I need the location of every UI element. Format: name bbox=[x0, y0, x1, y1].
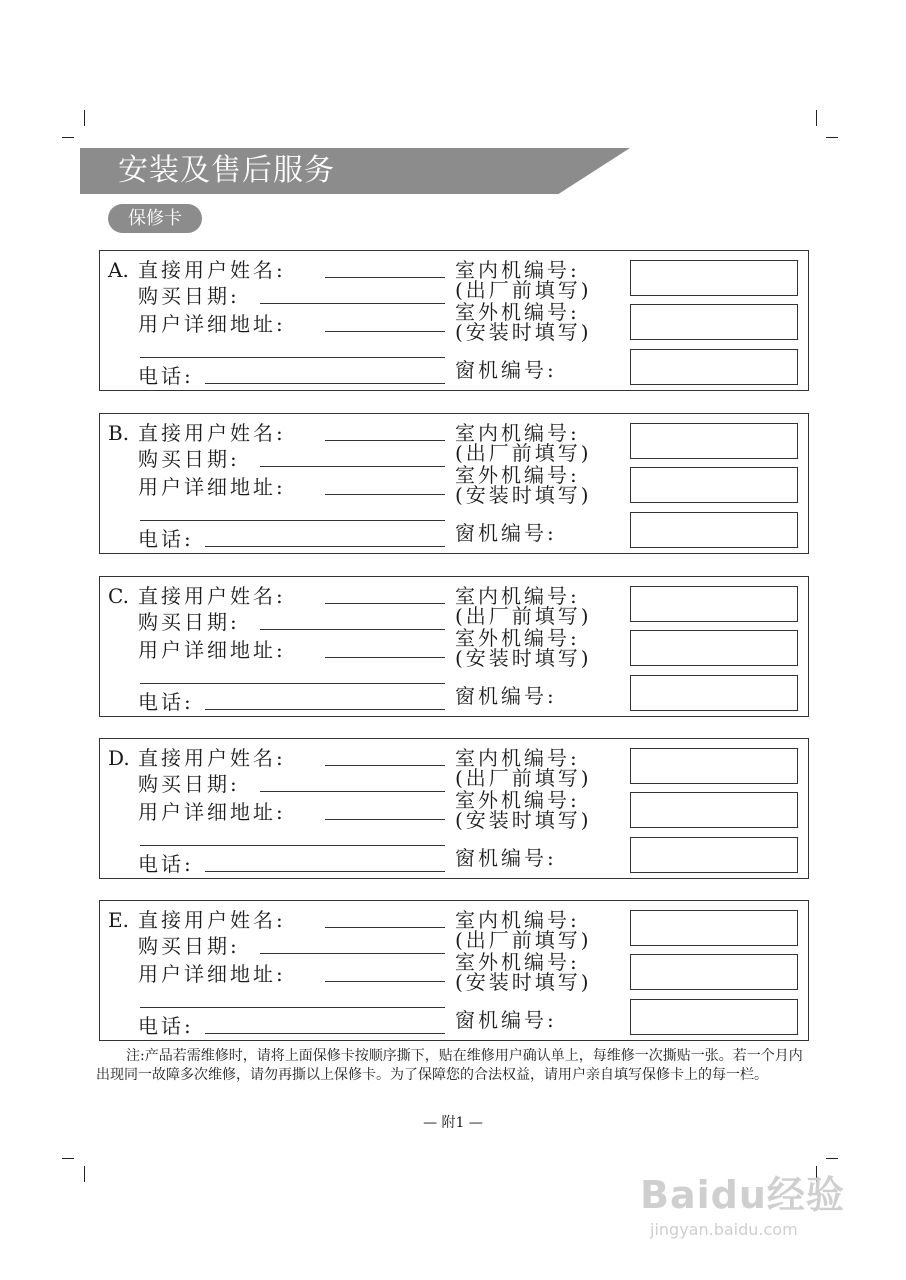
date-field[interactable] bbox=[260, 953, 445, 954]
indoor-label: 室内机编号: bbox=[455, 584, 580, 608]
phone-label: 电话: bbox=[138, 690, 194, 714]
date-field[interactable] bbox=[260, 303, 445, 304]
card-letter: C. bbox=[108, 584, 129, 608]
window-number-box[interactable] bbox=[630, 512, 798, 548]
name-label: 直接用户姓名: bbox=[138, 746, 286, 770]
name-field[interactable] bbox=[325, 603, 445, 604]
outdoor-label: 室外机编号: bbox=[455, 300, 580, 324]
outdoor-note: (安装时填写) bbox=[455, 970, 592, 994]
outdoor-label: 室外机编号: bbox=[455, 463, 580, 487]
indoor-note: (出厂前填写) bbox=[455, 278, 592, 302]
indoor-note: (出厂前填写) bbox=[455, 604, 592, 628]
outdoor-label: 室外机编号: bbox=[455, 626, 580, 650]
warranty-card-d bbox=[99, 738, 809, 879]
crop-mark bbox=[84, 110, 85, 126]
phone-field[interactable] bbox=[205, 546, 445, 547]
warranty-card-b bbox=[99, 413, 809, 554]
address-field-line2[interactable] bbox=[140, 683, 445, 684]
outdoor-number-box[interactable] bbox=[630, 792, 798, 828]
footer-note: 注:产品若需维修时，请将上面保修卡按顺序撕下，贴在维修用户确认单上，每维修一次撕贴一张。若一个月内出现同一故障多次维修，请勿再撕以上保修卡。为了保障您的合法权益，请用户亲自填写保修卡上的每一栏。 bbox=[96, 1048, 803, 1083]
date-label: 购买日期: bbox=[138, 610, 240, 634]
name-field[interactable] bbox=[325, 765, 445, 766]
indoor-note: (出厂前填写) bbox=[455, 928, 592, 952]
indoor-note: (出厂前填写) bbox=[455, 766, 592, 790]
phone-label: 电话: bbox=[138, 1014, 194, 1038]
crop-mark bbox=[816, 110, 817, 126]
date-field[interactable] bbox=[260, 629, 445, 630]
date-label: 购买日期: bbox=[138, 934, 240, 958]
crop-mark bbox=[826, 137, 838, 138]
indoor-number-box[interactable] bbox=[630, 423, 798, 459]
name-field[interactable] bbox=[325, 277, 445, 278]
address-field[interactable] bbox=[325, 657, 445, 658]
address-field-line2[interactable] bbox=[140, 845, 445, 846]
indoor-label: 室内机编号: bbox=[455, 746, 580, 770]
baidu-watermark bbox=[640, 1150, 870, 1250]
crop-mark bbox=[62, 1158, 74, 1159]
date-field[interactable] bbox=[260, 791, 445, 792]
outdoor-label: 室外机编号: bbox=[455, 788, 580, 812]
window-label: 窗机编号: bbox=[455, 684, 557, 708]
address-field[interactable] bbox=[325, 331, 445, 332]
indoor-number-box[interactable] bbox=[630, 910, 798, 946]
date-label: 购买日期: bbox=[138, 447, 240, 471]
name-label: 直接用户姓名: bbox=[138, 421, 286, 445]
outdoor-number-box[interactable] bbox=[630, 304, 798, 340]
phone-label: 电话: bbox=[138, 852, 194, 876]
warranty-card-tag: 保修卡 bbox=[108, 204, 202, 233]
card-letter: D. bbox=[108, 746, 130, 770]
warranty-card-c bbox=[99, 576, 809, 717]
window-label: 窗机编号: bbox=[455, 358, 557, 382]
outdoor-note: (安装时填写) bbox=[455, 320, 592, 344]
phone-field[interactable] bbox=[205, 383, 445, 384]
crop-mark bbox=[84, 1166, 85, 1182]
address-field[interactable] bbox=[325, 981, 445, 982]
address-label: 用户详细地址: bbox=[138, 638, 286, 662]
outdoor-number-box[interactable] bbox=[630, 954, 798, 990]
window-number-box[interactable] bbox=[630, 675, 798, 711]
outdoor-note: (安装时填写) bbox=[455, 646, 592, 670]
section-title: 安装及售后服务 bbox=[118, 153, 335, 188]
indoor-note: (出厂前填写) bbox=[455, 441, 592, 465]
date-label: 购买日期: bbox=[138, 772, 240, 796]
outdoor-note: (安装时填写) bbox=[455, 808, 592, 832]
outdoor-label: 室外机编号: bbox=[455, 950, 580, 974]
indoor-label: 室内机编号: bbox=[455, 421, 580, 445]
window-label: 窗机编号: bbox=[455, 846, 557, 870]
warranty-card-a bbox=[99, 250, 809, 391]
indoor-label: 室内机编号: bbox=[455, 258, 580, 282]
window-label: 窗机编号: bbox=[455, 521, 557, 545]
watermark-logo: Baidu经验 bbox=[640, 1173, 845, 1217]
address-label: 用户详细地址: bbox=[138, 800, 286, 824]
card-letter: A. bbox=[108, 258, 129, 282]
address-label: 用户详细地址: bbox=[138, 475, 286, 499]
date-label: 购买日期: bbox=[138, 284, 240, 308]
outdoor-number-box[interactable] bbox=[630, 467, 798, 503]
card-letter: E. bbox=[108, 908, 129, 932]
address-field[interactable] bbox=[325, 494, 445, 495]
address-field[interactable] bbox=[325, 819, 445, 820]
window-number-box[interactable] bbox=[630, 837, 798, 873]
indoor-number-box[interactable] bbox=[630, 586, 798, 622]
address-label: 用户详细地址: bbox=[138, 962, 286, 986]
phone-label: 电话: bbox=[138, 364, 194, 388]
page-number: — 附1 — bbox=[423, 1115, 483, 1131]
window-number-box[interactable] bbox=[630, 999, 798, 1035]
warranty-card-e bbox=[99, 900, 809, 1041]
phone-field[interactable] bbox=[205, 871, 445, 872]
name-label: 直接用户姓名: bbox=[138, 908, 286, 932]
date-field[interactable] bbox=[260, 466, 445, 467]
name-label: 直接用户姓名: bbox=[138, 584, 286, 608]
crop-mark bbox=[62, 137, 74, 138]
outdoor-note: (安装时填写) bbox=[455, 483, 592, 507]
outdoor-number-box[interactable] bbox=[630, 630, 798, 666]
card-letter: B. bbox=[108, 421, 130, 445]
indoor-label: 室内机编号: bbox=[455, 908, 580, 932]
address-field-line2[interactable] bbox=[140, 1007, 445, 1008]
indoor-number-box[interactable] bbox=[630, 260, 798, 296]
phone-label: 电话: bbox=[138, 527, 194, 551]
indoor-number-box[interactable] bbox=[630, 748, 798, 784]
watermark-url: jingyan.baidu.com bbox=[650, 1220, 798, 1239]
name-field[interactable] bbox=[325, 927, 445, 928]
name-field[interactable] bbox=[325, 440, 445, 441]
address-field-line2[interactable] bbox=[140, 357, 445, 358]
window-number-box[interactable] bbox=[630, 349, 798, 385]
address-label: 用户详细地址: bbox=[138, 312, 286, 336]
window-label: 窗机编号: bbox=[455, 1008, 557, 1032]
phone-field[interactable] bbox=[205, 1033, 445, 1034]
address-field-line2[interactable] bbox=[140, 520, 445, 521]
phone-field[interactable] bbox=[205, 709, 445, 710]
name-label: 直接用户姓名: bbox=[138, 258, 286, 282]
